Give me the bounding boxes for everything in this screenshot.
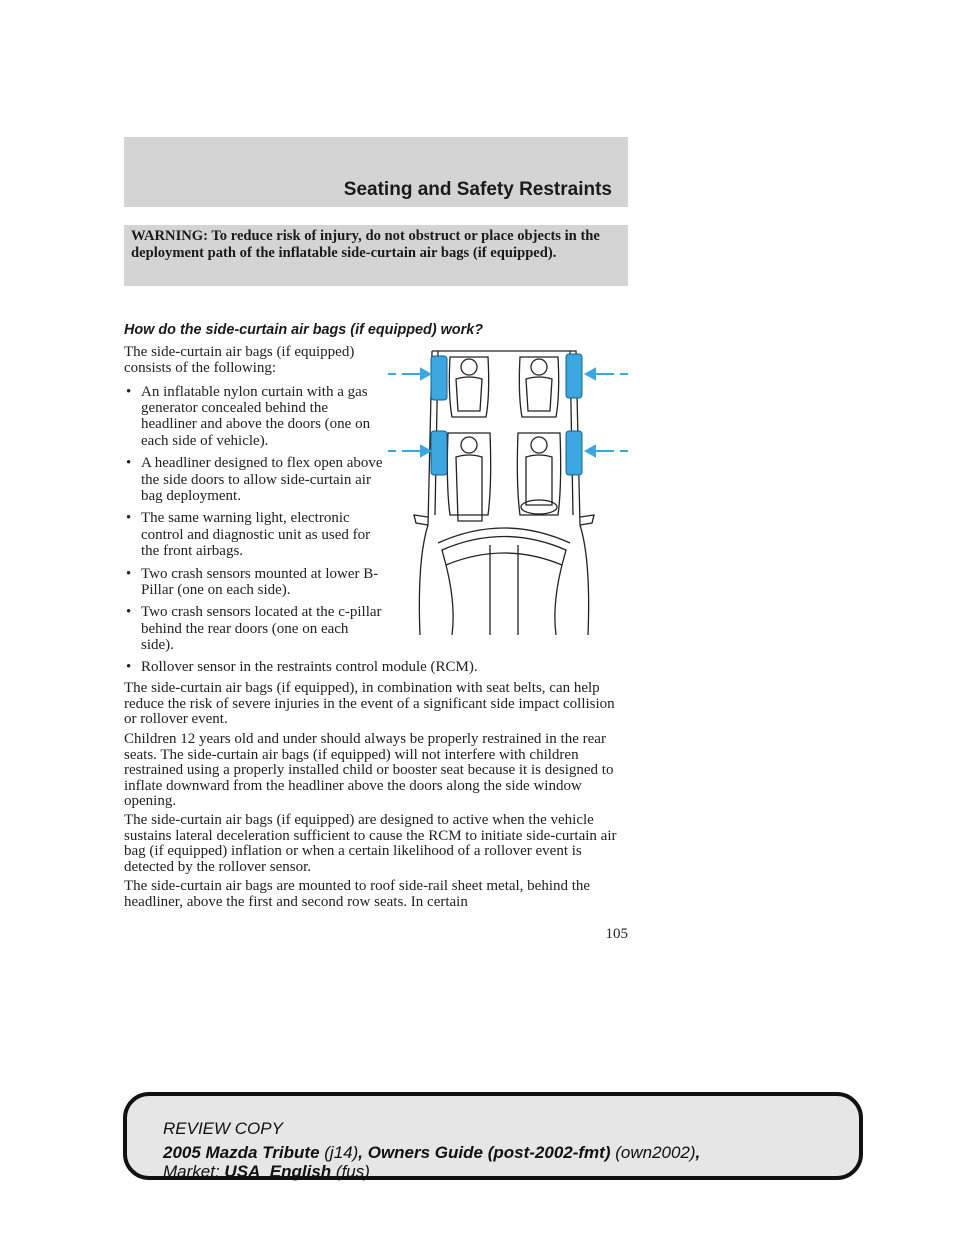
list-item: • A headliner designed to flex open above the side doors to allow side-curtain air bag deployment. bbox=[124, 455, 384, 504]
list-item: • The same warning light, electronic control and diagnostic unit as used for the front airbags. bbox=[124, 510, 384, 559]
page-number: 105 bbox=[605, 926, 628, 942]
list-item: • Two crash sensors mounted at lower B-Pillar (one on each side). bbox=[124, 566, 384, 598]
body-paragraph: The side-curtain air bags (if equipped), in combination with seat belts, can help reduce the risk of severe injuries in the event of a significant side impact collision or rollover event. bbox=[124, 680, 615, 728]
body-paragraph: The side-curtain air bags are mounted to roof side-rail sheet metal, behind the headliner, above the first and second row seats. In certain bbox=[124, 878, 591, 910]
page-title: Seating and Safety Restraints bbox=[343, 179, 612, 200]
component-list bbox=[124, 384, 384, 660]
vehicle-airbag-diagram bbox=[386, 345, 631, 635]
warning-box: WARNING: To reduce risk of injury, do not obstruct or place objects in the deployment path of the inflatable side-curtain air bags (if equipped). bbox=[124, 225, 628, 286]
document-info: 2005 Mazda Tribute (j14), Owners Guide (post-2002-fmt) (own2002), Market: USA_English (fus) bbox=[163, 1143, 701, 1181]
body-paragraph: Children 12 years old and under should always be properly restrained in the rear seats. The side-curtain air bags (if equipped) will not interfere with children restrained using a properly installed child or booster seat because it is designed to inflate downward from the headliner above the doors along the side window opening. bbox=[124, 731, 614, 810]
list-item: • An inflatable nylon curtain with a gas generator concealed behind the headliner and above the doors (one on each side of vehicle). bbox=[124, 384, 384, 449]
body-paragraph: The side-curtain air bags (if equipped) are designed to active when the vehicle sustains lateral deceleration sufficient to cause the RCM to initiate side-curtain air bag (if equipped) inflation or when a certain likelihood of a rollover event is detected by the rollover sensor. bbox=[124, 812, 617, 875]
review-label: REVIEW COPY bbox=[163, 1119, 283, 1138]
review-footer bbox=[123, 1092, 863, 1180]
list-item: • Rollover sensor in the restraints control module (RCM). bbox=[124, 659, 661, 675]
section-heading: How do the side-curtain air bags (if equipped) work? bbox=[124, 322, 483, 338]
list-item: • Two crash sensors located at the c-pillar behind the rear doors (one on each side). bbox=[124, 604, 384, 653]
section-header-band bbox=[124, 137, 628, 207]
intro-paragraph: The side-curtain air bags (if equipped) consists of the following: bbox=[124, 344, 355, 376]
